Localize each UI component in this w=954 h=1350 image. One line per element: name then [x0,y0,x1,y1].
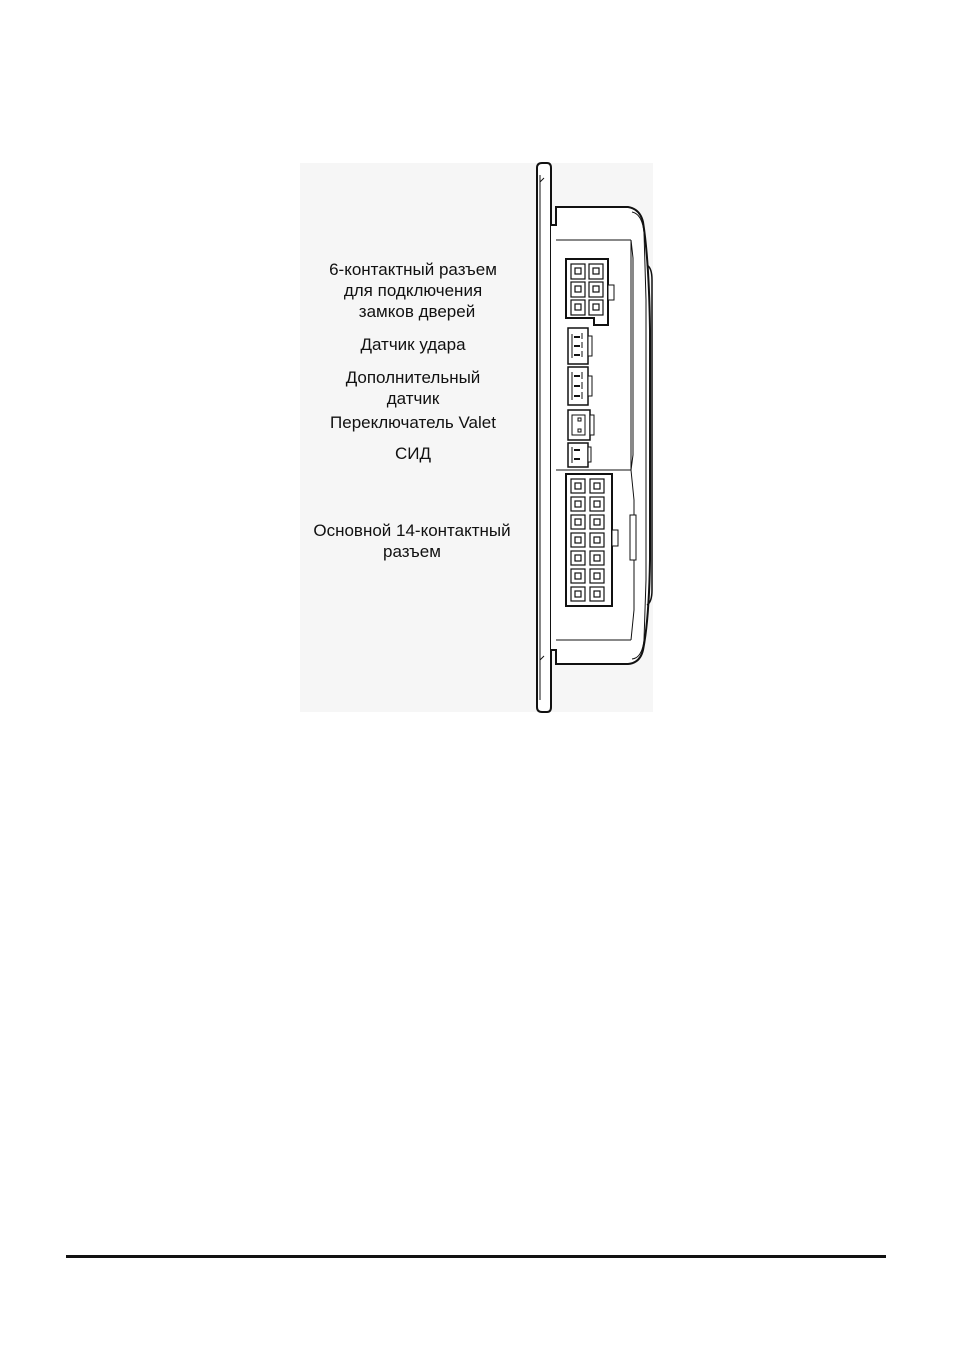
footer-divider [66,1255,886,1258]
label-line: датчик [386,389,440,408]
label-line: 6-контактный разъем [329,260,497,279]
valet-switch-connector [568,410,594,440]
label-line: для подключения [343,281,483,300]
led-connector [568,443,591,467]
label-line: Дополнительный [345,368,481,387]
mounting-flange [537,163,551,712]
door-lock-connector-6pin [566,259,614,325]
label-line: разъем [383,542,441,561]
additional-sensor-connector [568,367,592,405]
label-line: Основной 14-контактный [313,521,511,540]
label-line: Датчик удара [360,335,466,354]
label-line: Переключатель Valet [330,413,496,432]
shock-sensor-connector [568,328,592,364]
label-line: СИД [394,444,431,463]
main-connector-14pin [566,474,618,606]
label-line: замков дверей [358,302,476,321]
